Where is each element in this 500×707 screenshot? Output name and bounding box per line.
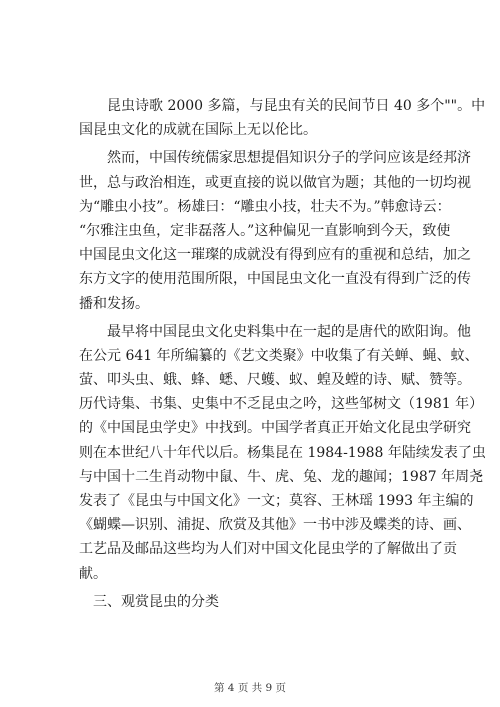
text-line: 萤、叩头虫、蛾、蜂、蟋、尺蠖、蚁、蝗及螳的诗、赋、赞等。 — [79, 372, 471, 389]
text-line: 最早将中国昆虫文化史料集中在一起的是唐代的欧阳询。他 — [107, 323, 471, 340]
paragraph-3 — [79, 320, 486, 586]
text-line: 献。 — [79, 565, 107, 582]
text-line: 与中国十二生肖动物中鼠、牛、虎、兔、龙的趣闻；1987 年周尧 — [79, 468, 484, 485]
text-line: 中国昆虫文化这一璀璨的成就没有得到应有的重视和总结，加之 — [79, 247, 471, 264]
text-line: “尔雅注虫鱼，定非磊落人。”这种偏见一直影响到今天，致使 — [79, 222, 451, 239]
text-line: 则在本世纪八十年代以后。杨集昆在 1984-1988 年陆续发表了虫 — [79, 444, 486, 461]
text-line: 《蝴蝶—识别、浦捉、欣赏及其他》一书中涉及蝶类的诗、画、 — [79, 517, 471, 534]
text-line: 在公元 641 年所编纂的《艺文类聚》中收集了有关蝉、蝇、蚊、 — [79, 347, 479, 364]
text-line: 东方文字的使用范围所限，中国昆虫文化一直没有得到广泛的传 — [79, 271, 471, 288]
text-line: 世，总与政治相连，或更直接的说以做官为题；其他的一切均视 — [79, 174, 471, 191]
document-body — [79, 94, 486, 614]
text-line: 工艺品及邮品这些均为人们对中国文化昆虫学的了解做出了贡 — [79, 541, 457, 558]
text-line: 发表了《昆虫与中国文化》一文；莫容、王林瑶 1993 年主编的 — [79, 493, 474, 509]
text-line: 昆虫诗歌 2000 多篇，与昆虫有关的民间节日 40 多个""。中 — [107, 98, 486, 114]
page-number-footer: 第 4 页 共 9 页 — [213, 682, 287, 694]
paragraph-1 — [79, 94, 486, 142]
text-line: 为“雕虫小技”。杨雄曰：“雕虫小技，壮夫不为。”韩愈诗云： — [79, 198, 451, 215]
paragraph-2 — [79, 146, 471, 315]
section-heading: 三、观赏昆虫的分类 — [93, 593, 219, 610]
text-line: 历代诗集、书集、史集中不乏昆虫之吟，这些邹树文（1981 年） — [79, 396, 484, 413]
text-line: 播和发扬。 — [79, 295, 149, 312]
text-line: 然而，中国传统儒家思想提倡知识分子的学问应该是经邦济 — [107, 150, 471, 167]
text-line: 的《中国昆虫学史》中找到。中国学者真正开始文化昆虫学研究 — [79, 420, 471, 437]
text-line: 国昆虫文化的成就在国际上无以伦比。 — [79, 122, 317, 139]
